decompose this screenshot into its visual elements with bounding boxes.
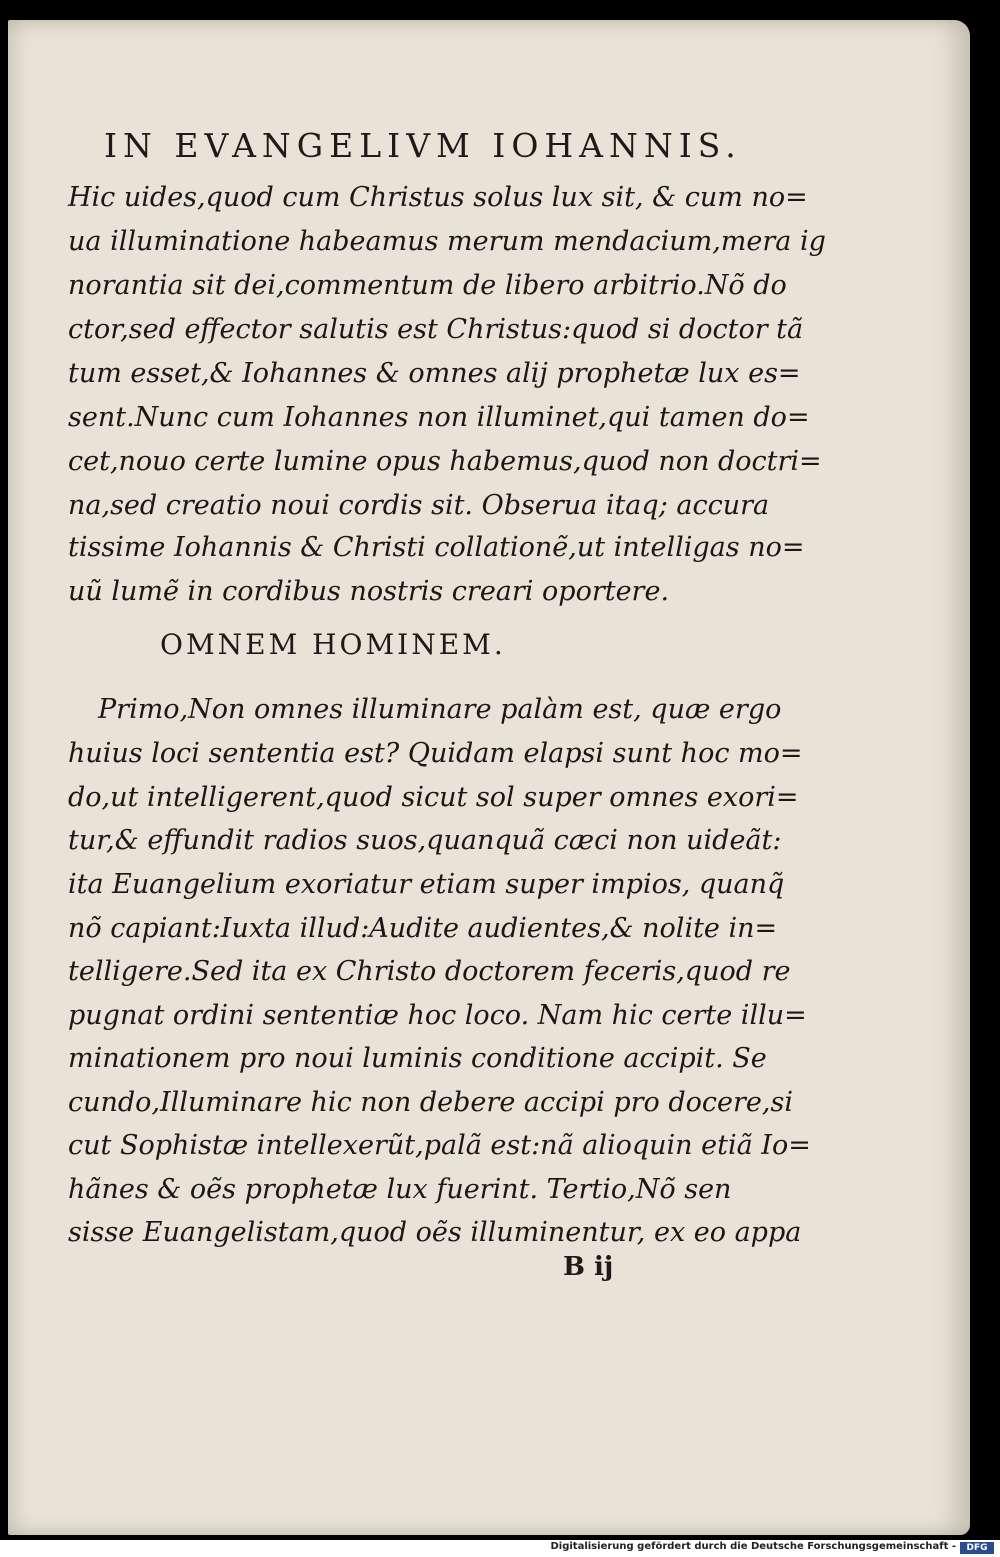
text-line: pugnat ordini sententiæ hoc loco. Nam hic certe illu=	[68, 1000, 807, 1031]
text-line: huius loci sententia est? Quidam elapsi sunt hoc mo=	[68, 738, 803, 769]
text-line: Primo,Non omnes illuminare palàm est, quæ ergo	[98, 694, 782, 725]
funding-credit: Digitalisierung gefördert durch die Deutsche Forschungsgemeinschaft -	[550, 1541, 956, 1552]
text-line: sisse Euangelistam,quod oẽs illuminentur, ex eo appa	[68, 1217, 802, 1248]
text-line: tum esset,& Iohannes & omnes alij prophetæ lux es=	[68, 358, 801, 389]
text-line: sent.Nunc cum Iohannes non illuminet,qui tamen do=	[68, 402, 810, 433]
dfg-logo: DFG	[960, 1542, 994, 1554]
text-line: Hic uides,quod cum Christus solus lux sit, & cum no=	[68, 182, 808, 213]
text-line: ita Euangelium exoriatur etiam super impios, quanq̃	[68, 869, 785, 900]
text-line: uũ lumẽ in cordibus nostris creari oportere.	[68, 576, 670, 607]
signature-mark: B ij	[563, 1252, 614, 1282]
text-line: hãnes & oẽs prophetæ lux fuerint. Tertio,Nõ sen	[68, 1174, 732, 1205]
text-line: minationem pro noui luminis conditione accipit. Se	[68, 1043, 767, 1074]
text-line: ua illuminatione habeamus merum mendacium,mera ig	[68, 226, 826, 257]
text-line: cundo,Illuminare hic non debere accipi pro docere,si	[68, 1087, 793, 1118]
text-line: cut Sophistæ intellexerũt,palã est:nã alioquin etiã Io=	[68, 1130, 811, 1161]
running-head: IN EVANGELIVM IOHANNIS.	[104, 126, 742, 165]
text-line: telligere.Sed ita ex Christo doctorem feceris,quod re	[68, 956, 791, 987]
text-line: do,ut intelligerent,quod sicut sol super omnes exori=	[68, 782, 799, 813]
text-line: na,sed creatio noui cordis sit. Obserua itaq; accura	[68, 490, 770, 521]
text-line: ctor,sed effector salutis est Christus:quod si doctor tã	[68, 314, 804, 345]
text-line: tissime Iohannis & Christi collationẽ,ut intelligas no=	[68, 532, 805, 563]
text-line: tur,& effundit radios suos,quanquã cæci non uideãt:	[68, 825, 782, 856]
section-heading: OMNEM HOMINEM.	[160, 628, 506, 661]
text-line: norantia sit dei,commentum de libero arbitrio.Nõ do	[68, 270, 787, 301]
text-line: cet,nouo certe lumine opus habemus,quod non doctri=	[68, 446, 822, 477]
text-line: nõ capiant:Iuxta illud:Audite audientes,& nolite in=	[68, 913, 778, 944]
